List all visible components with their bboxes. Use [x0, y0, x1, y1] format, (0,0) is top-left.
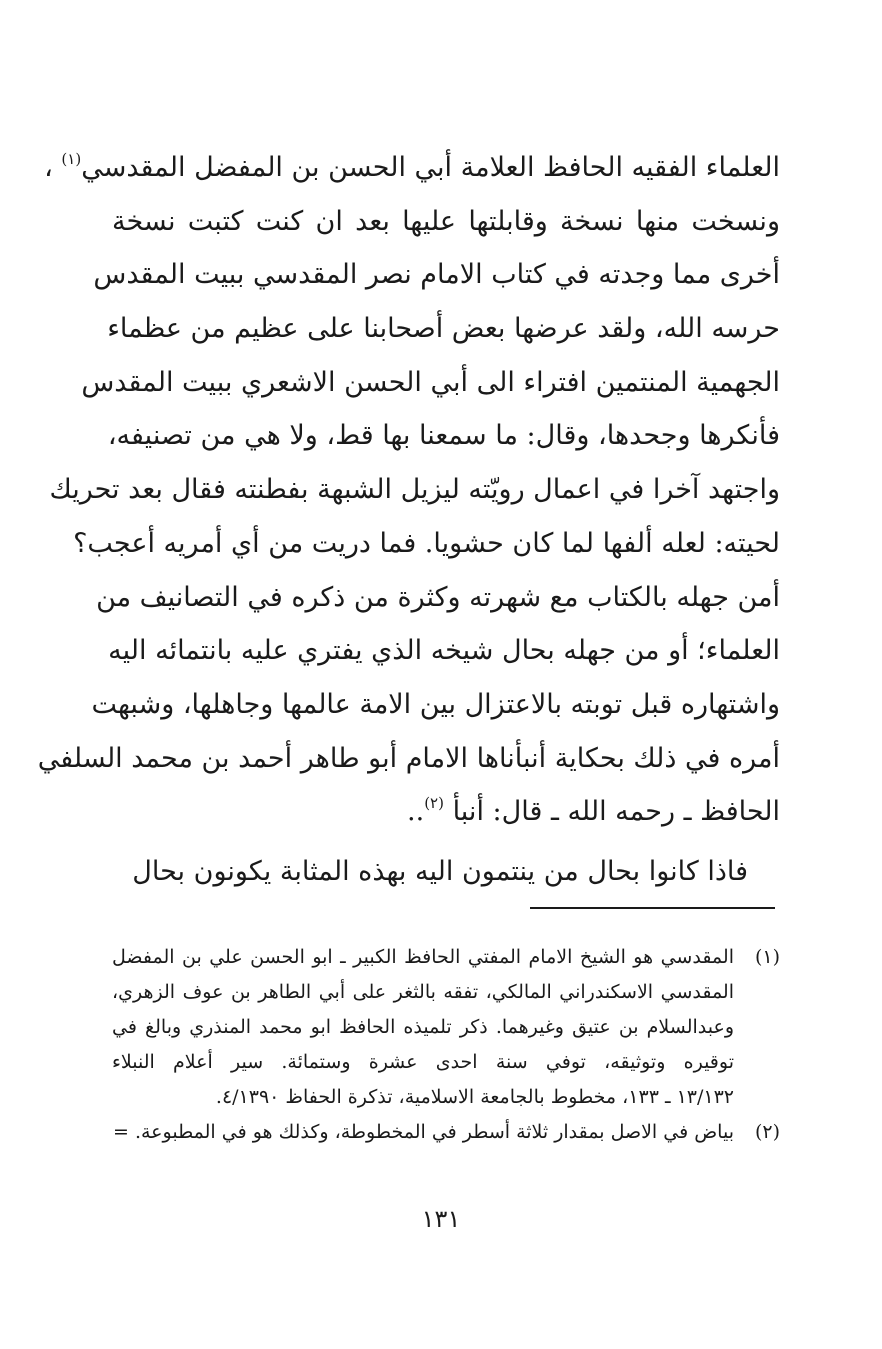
- text-line-1-content: العلماء الفقيه الحافظ العلامة أبي الحسن بن المفضل المقدسي: [81, 152, 780, 183]
- footnote-2-line-1: [112, 1115, 780, 1150]
- text-line-8: لحيته: لعله ألفها لما كان حشويا. فما دريت من أي أمريه أعجب؟: [73, 527, 780, 559]
- footnote-1-number: (١): [754, 946, 780, 968]
- footnote-2-text-1: بياض في الاصل بمقدار ثلاثة أسطر في المخطوطة، وكذلك هو في المطبوعة. =: [113, 1121, 734, 1143]
- footnote-1-line-3: وعبدالسلام بن عتيق وغيرهما. ذكر تلميذه الحافظ ابو محمد المنذري وبالغ في: [112, 1016, 734, 1038]
- text-line-4: حرسه الله، ولقد عرضها بعض أصحابنا على عظيم من عظماء: [107, 313, 780, 345]
- text-line-14: فاذا كانوا بحال من ينتمون اليه بهذه المثابة يكونون بحال: [132, 855, 748, 887]
- page-number: ١٣١: [421, 1205, 461, 1233]
- text-line-7: واجتهد آخرا في اعمال رويّته ليزيل الشبهة بفطنته فقال بعد تحريك: [49, 474, 780, 506]
- footnotes-block: [112, 940, 780, 1150]
- text-line-6: فأنكرها وجحدها، وقال: ما سمعنا بها قط، ولا هي من تصنيفه،: [107, 420, 780, 452]
- text-line-1-trail: ،: [44, 152, 53, 183]
- footnote-1-line-5: ١٣/١٣٢ ـ ١٣٣، مخطوط بالجامعة الاسلامية، تذكرة الحفاظ ٤/١٣٩٠.: [215, 1086, 734, 1108]
- main-text-block: [37, 141, 780, 899]
- footnote-1-line-1: [112, 940, 780, 975]
- text-line-9: أمن جهله بالكتاب مع شهرته وكثرة من ذكره في التصانيف من: [96, 581, 780, 613]
- text-line-3: أخرى مما وجدته في كتاب الامام نصر المقدسي ببيت المقدس: [93, 259, 780, 291]
- text-line-2: ونسخت منها نسخة وقابلتها عليها بعد ان كنت كتبت نسخة: [112, 205, 780, 237]
- footnote-1-text-1: المقدسي هو الشيخ الامام المفتي الحافظ الكبير ـ ابو الحسن علي بن المفضل: [112, 946, 734, 968]
- footnote-separator: [530, 907, 775, 909]
- text-line-5: الجهمية المنتمين افتراء الى أبي الحسن الاشعري ببيت المقدس: [81, 366, 780, 398]
- text-line-12: أمره في ذلك بحكاية أنبأناها الامام أبو طاهر أحمد بن محمد السلفي: [37, 742, 780, 774]
- text-line-11: واشتهاره قبل توبته بالاعتزال بين الامة عالمها وجاهلها، وشبهت: [91, 688, 780, 720]
- footnote-ref-2: (٢): [424, 794, 444, 813]
- footnote-ref-1: (١): [61, 150, 82, 168]
- footnote-2-number: (٢): [754, 1121, 780, 1143]
- text-line-13: [112, 785, 780, 839]
- text-line-1: [44, 141, 780, 195]
- footnote-1-line-4: توقيره وتوثيقه، توفي سنة احدى عشرة وستمائة. سير أعلام النبلاء: [112, 1051, 734, 1073]
- text-line-13-trail: ..: [407, 796, 425, 828]
- footnote-1-line-2: المقدسي الاسكندراني المالكي، تفقه بالثغر على أبي الطاهر بن عوف الزهري،: [112, 981, 735, 1003]
- text-line-10: العلماء؛ أو من جهله بحال شيخه الذي يفتري عليه بانتمائه اليه: [108, 635, 780, 667]
- text-line-13-content: الحافظ ـ رحمه الله ـ قال: أنبأ: [452, 796, 780, 828]
